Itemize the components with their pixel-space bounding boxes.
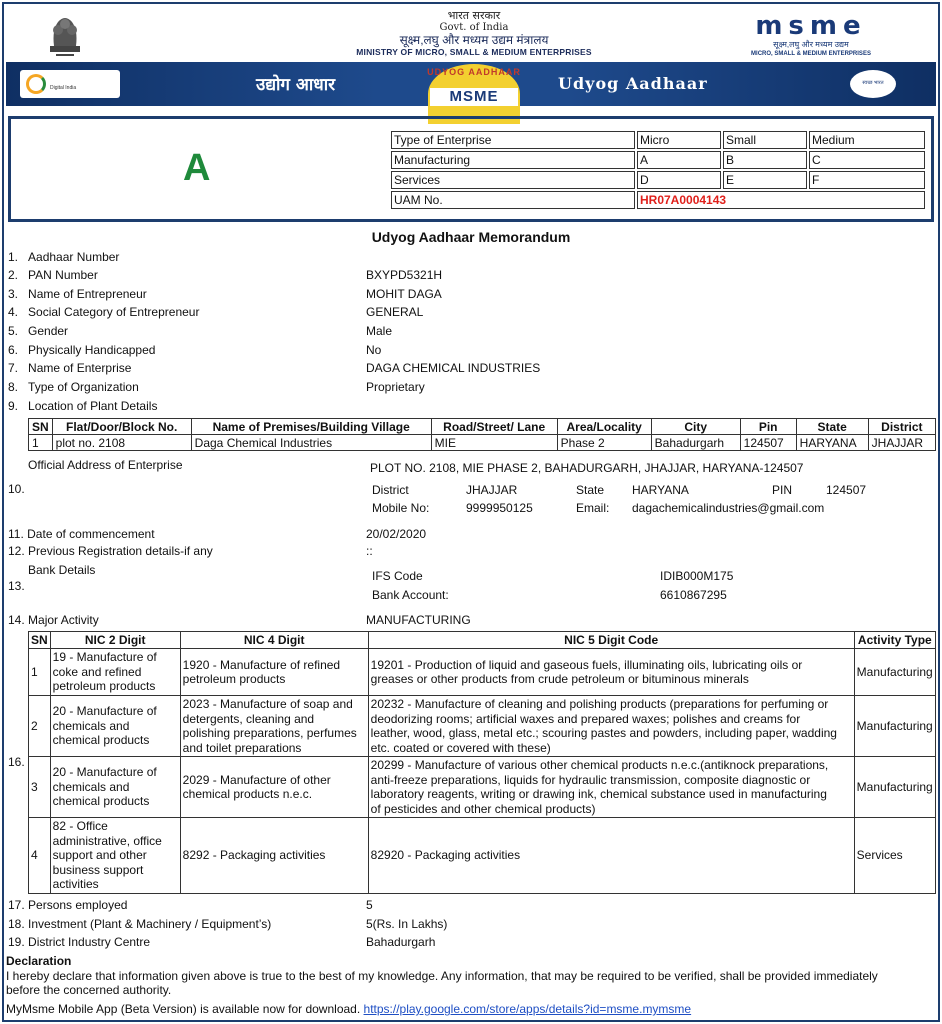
state-value: HARYANA xyxy=(632,483,689,497)
digital-india-icon xyxy=(26,74,46,94)
table-cell: B xyxy=(723,151,807,169)
field-number: 7. xyxy=(8,361,19,375)
table-cell: 1 xyxy=(29,649,51,696)
uam-label: UAM No. xyxy=(391,191,635,209)
field-previous-registration xyxy=(8,544,213,558)
table-row xyxy=(29,649,936,696)
field-label: Name of Entrepreneur xyxy=(28,287,147,301)
table-cell: Medium xyxy=(809,131,925,149)
memorandum-title: Udyog Aadhaar Memorandum xyxy=(371,229,571,245)
field-number: 17. xyxy=(8,898,25,912)
table-row xyxy=(391,131,925,149)
field-label: Location of Plant Details xyxy=(28,399,158,413)
table-header: District xyxy=(868,419,935,435)
table-cell: 20 - Manufacture of chemicals and chemical products xyxy=(50,696,180,757)
ministry-header xyxy=(4,4,938,62)
field-value: GENERAL xyxy=(366,305,424,319)
table-cell: 82920 - Packaging activities xyxy=(368,818,854,894)
table-cell: Manufacturing xyxy=(391,151,635,169)
msme-logo-word: msme xyxy=(755,11,867,41)
table-cell: 4 xyxy=(29,818,51,894)
table-row xyxy=(29,696,936,757)
field-value: MANUFACTURING xyxy=(366,613,471,627)
app-notice xyxy=(6,1002,691,1016)
table-cell: Manufacturing xyxy=(854,649,935,696)
field-label: Investment (Plant & Machinery / Equipment’s) xyxy=(28,917,272,931)
uam-number: HR07A0004143 xyxy=(637,191,925,209)
field-persons-employed xyxy=(8,898,127,912)
field-number: 11. xyxy=(8,527,24,541)
nic-activity-table xyxy=(28,631,936,894)
bank-account-value: 6610867295 xyxy=(660,588,727,602)
field-value: Male xyxy=(366,324,393,338)
table-cell: plot no. 2108 xyxy=(52,435,191,451)
field-number: 18. xyxy=(8,917,25,931)
field-number: 13. xyxy=(8,579,25,593)
udyog-aadhaar-msme-logo xyxy=(422,64,526,106)
enterprise-type-box xyxy=(8,116,934,222)
table-header: Name of Premises/Building Village xyxy=(191,419,431,435)
table-cell: 19201 - Production of liquid and gaseous fuels, illuminating oils, lubricating oils or greases or other products from crude petroleum or bituminous minerals xyxy=(368,649,854,696)
table-header: NIC 5 Digit Code xyxy=(368,632,854,649)
field-label: Name of Enterprise xyxy=(28,361,132,375)
table-header: Flat/Door/Block No. xyxy=(52,419,191,435)
field-number: 4. xyxy=(8,305,19,319)
field-number: 6. xyxy=(8,343,19,357)
field-label: Previous Registration details-if any xyxy=(28,544,213,558)
swachh-bharat-text: स्वच्छ भारत xyxy=(862,80,884,86)
table-cell: 2 xyxy=(29,696,51,757)
field-social-category xyxy=(8,305,199,319)
field-label: Social Category of Entrepreneur xyxy=(28,305,200,319)
field-number: 19. xyxy=(8,935,25,949)
district-value: JHAJJAR xyxy=(466,483,518,497)
table-cell: HARYANA xyxy=(796,435,868,451)
field-number: 1. xyxy=(8,250,19,264)
msme-logo xyxy=(726,12,896,58)
table-cell: 3 xyxy=(29,757,51,818)
table-cell: 124507 xyxy=(740,435,796,451)
field-number: 9. xyxy=(8,399,19,413)
msme-logo-hindi: सूक्ष्म,लघु और मध्यम उद्यम xyxy=(773,40,849,49)
field-number: 8. xyxy=(8,380,19,394)
table-cell: JHAJJAR xyxy=(868,435,935,451)
district-label: District xyxy=(372,483,409,497)
plant-details-table xyxy=(28,418,936,451)
field-label: Persons employed xyxy=(28,898,128,912)
table-cell: 2023 - Manufacture of soap and detergents, cleaning and polishing preparations, perfumes and toilet preparations xyxy=(180,696,368,757)
table-header: SN xyxy=(29,632,51,649)
mobile-label: Mobile No: xyxy=(372,501,430,515)
table-cell: Type of Enterprise xyxy=(391,131,635,149)
banner-title-english: Udyog Aadhaar xyxy=(558,74,708,93)
table-cell: C xyxy=(809,151,925,169)
field-value: 5 xyxy=(366,898,373,912)
table-header: Area/Locality xyxy=(557,419,651,435)
table-row xyxy=(391,151,925,169)
field-number: 14. xyxy=(8,613,25,627)
field-label: Aadhaar Number xyxy=(28,250,120,264)
udyog-aadhaar-banner xyxy=(6,62,936,106)
table-row xyxy=(29,435,936,451)
banner-title-hindi: उद्योग आधार xyxy=(256,75,336,95)
field-value: No xyxy=(366,343,382,357)
digital-india-logo xyxy=(20,70,120,98)
field-district-industry-centre xyxy=(8,935,150,949)
field-enterprise-name xyxy=(8,361,131,375)
field-value: :: xyxy=(366,544,373,558)
pin-value: 124507 xyxy=(826,483,867,497)
field-label: Date of commencement xyxy=(27,527,155,541)
table-header: Activity Type xyxy=(854,632,935,649)
table-header: SN xyxy=(29,419,53,435)
table-cell: Bahadurgarh xyxy=(651,435,740,451)
field-value: Bahadurgarh xyxy=(366,935,436,949)
field-number: 2. xyxy=(8,268,19,282)
ministry-hindi: सूक्ष्म,लघु और मध्यम उद्यम मंत्रालय xyxy=(399,33,549,47)
field-value: MOHIT DAGA xyxy=(366,287,442,301)
logo-msme-text: MSME xyxy=(430,88,518,106)
field-investment xyxy=(8,917,271,931)
table-header-row xyxy=(29,419,936,435)
enterprise-type-table xyxy=(389,129,927,211)
app-download-link[interactable]: https://play.google.com/store/apps/details?id=msme.mymsme xyxy=(363,1002,692,1016)
email-label: Email: xyxy=(576,501,610,515)
table-cell: E xyxy=(723,171,807,189)
field-major-activity xyxy=(8,613,99,627)
bank-account-label: Bank Account: xyxy=(372,588,449,602)
field-number: 3. xyxy=(8,287,19,301)
table-cell: Manufacturing xyxy=(854,696,935,757)
field-organization-type xyxy=(8,380,139,394)
table-cell: 82 - Office administrative, office support and other business support activities xyxy=(50,818,180,894)
enterprise-grade: A xyxy=(183,147,211,189)
field-label: Type of Organization xyxy=(28,380,139,394)
field-value: Proprietary xyxy=(366,380,425,394)
table-row xyxy=(391,171,925,189)
table-cell: 20 - Manufacture of chemicals and chemical products xyxy=(50,757,180,818)
table-header: Pin xyxy=(740,419,796,435)
table-cell: D xyxy=(637,171,721,189)
state-label: State xyxy=(576,483,605,497)
table-cell: Phase 2 xyxy=(557,435,651,451)
field-entrepreneur xyxy=(8,287,147,301)
logo-arc-text: UDYOG AADHAAR xyxy=(427,67,521,77)
field-number: 16. xyxy=(8,755,25,769)
app-notice-text: MyMsme Mobile App (Beta Version) is available now for download. xyxy=(6,1002,361,1016)
table-cell: 1 xyxy=(29,435,53,451)
field-label: Gender xyxy=(28,324,69,338)
table-header: Road/Street/ Lane xyxy=(431,419,557,435)
field-value: 20/02/2020 xyxy=(366,527,427,541)
field-gender xyxy=(8,324,68,338)
bank-details-label: Bank Details xyxy=(28,563,96,577)
gov-english: Govt. of India xyxy=(439,22,509,33)
msme-logo-english: MICRO, SMALL & MEDIUM ENTERPRISES xyxy=(751,51,871,57)
table-cell: 20299 - Manufacture of various other chemical products n.e.c.(antiknock preparations, anti-freeze preparations, liquids for hydraulic transmission, composite diagnostic or laboratory reagents, writing or drawing ink, chemical substance used in manufacturing of pesticides and other chemical products) xyxy=(368,757,854,818)
table-cell: 19 - Manufacture of coke and refined petroleum products xyxy=(50,649,180,696)
digital-india-text: Digital India xyxy=(50,85,77,91)
official-address-label: Official Address of Enterprise xyxy=(28,458,183,472)
field-aadhaar xyxy=(8,250,119,264)
ministry-english: MINISTRY OF MICRO, SMALL & MEDIUM ENTERPRISES xyxy=(356,47,592,57)
table-cell: Daga Chemical Industries xyxy=(191,435,431,451)
table-header: State xyxy=(796,419,868,435)
field-value: 5(Rs. In Lakhs) xyxy=(366,917,448,931)
field-pan xyxy=(8,268,98,282)
table-cell: MIE xyxy=(431,435,557,451)
ifs-label: IFS Code xyxy=(372,569,423,583)
field-plant-location xyxy=(8,399,157,413)
table-cell: Small xyxy=(723,131,807,149)
declaration-heading: Declaration xyxy=(6,954,72,968)
field-handicapped xyxy=(8,343,155,357)
field-number: 5. xyxy=(8,324,19,338)
table-cell: 20232 - Manufacture of cleaning and polishing products (preparations for perfuming or deodorizing rooms; artificial waxes and prepared waxes; polishes and creams for leather, wood, glass, metal etc.; scouring pastes and powders, including paper, wadding etc. coated or covered with these) xyxy=(368,696,854,757)
field-commencement xyxy=(8,527,155,541)
field-value: BXYPD5321H xyxy=(366,268,443,282)
field-label: PAN Number xyxy=(28,268,98,282)
table-cell: 1920 - Manufacture of refined petroleum products xyxy=(180,649,368,696)
field-label: Major Activity xyxy=(28,613,99,627)
mobile-value: 9999950125 xyxy=(466,501,533,515)
ifs-value: IDIB000M175 xyxy=(660,569,734,583)
table-header-row xyxy=(29,632,936,649)
field-label: Physically Handicapped xyxy=(28,343,156,357)
table-cell: F xyxy=(809,171,925,189)
table-cell: Micro xyxy=(637,131,721,149)
table-row xyxy=(29,757,936,818)
field-value: DAGA CHEMICAL INDUSTRIES xyxy=(366,361,541,375)
table-cell: Manufacturing xyxy=(854,757,935,818)
table-header: NIC 4 Digit xyxy=(180,632,368,649)
table-header: City xyxy=(651,419,740,435)
table-cell: 8292 - Packaging activities xyxy=(180,818,368,894)
swachh-bharat-logo xyxy=(850,70,896,98)
official-address: PLOT NO. 2108, MIE PHASE 2, BAHADURGARH, JHAJJAR, HARYANA-124507 xyxy=(370,461,804,475)
table-row xyxy=(29,818,936,894)
table-cell: Services xyxy=(854,818,935,894)
declaration-line-2: before the concerned authority. xyxy=(6,983,172,997)
field-number: 10. xyxy=(8,482,25,496)
table-header: NIC 2 Digit xyxy=(50,632,180,649)
national-emblem-icon xyxy=(42,10,88,60)
field-number: 12. xyxy=(8,544,25,558)
pin-label: PIN xyxy=(772,483,793,497)
gov-hindi: भारत सरकार xyxy=(447,9,501,22)
email-value: dagachemicalindustries@gmail.com xyxy=(632,501,825,515)
table-cell: A xyxy=(637,151,721,169)
table-row xyxy=(391,191,925,209)
declaration-line-1: I hereby declare that information given above is true to the best of my knowledge. Any information, that may be required to be verified, shall be provided immediately xyxy=(6,969,878,983)
table-cell: Services xyxy=(391,171,635,189)
field-label: District Industry Centre xyxy=(28,935,151,949)
table-cell: 2029 - Manufacture of other chemical products n.e.c. xyxy=(180,757,368,818)
